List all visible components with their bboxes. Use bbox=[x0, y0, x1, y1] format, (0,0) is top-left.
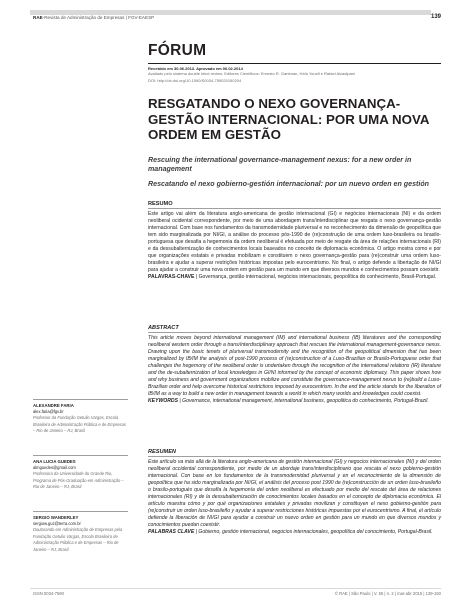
abstract-section bbox=[148, 324, 441, 405]
received-date: Recebido em 30.06.2013. Aprovado em 06.02.2014 bbox=[148, 66, 243, 71]
abstract-rule bbox=[148, 332, 441, 333]
section-title: FÓRUM bbox=[148, 42, 207, 59]
author-rule bbox=[33, 511, 128, 512]
abstract-keywords-label: KEYWORDS bbox=[148, 398, 178, 405]
author-name: SERGIO WANDERLEY bbox=[33, 515, 79, 520]
author-rule bbox=[33, 455, 128, 456]
journal-header bbox=[33, 15, 154, 20]
article-title-english: Rescuing the international governance-management nexus: for a new order in management bbox=[148, 156, 412, 174]
resumen-section bbox=[148, 448, 441, 537]
footer-rule bbox=[30, 588, 441, 589]
citation: © RAE | São Paulo | V. 55 | n. 2 | mar-abr 2015 | 139-150 bbox=[334, 591, 441, 596]
resumo-heading: RESUMO bbox=[148, 201, 173, 207]
article-title-spanish: Rescatando el nexo gobierno-gestión internacional: por un nuevo orden en gestión bbox=[148, 180, 430, 188]
section-rule bbox=[148, 63, 441, 64]
author-affiliation: Doutorando em Administração de Empresas pela Fundação Getulio Vargas, Escola Brasileira de Administração Pública e de Empresas – Rio de Janeiro – RJ, Brasil bbox=[33, 527, 123, 552]
author-name: ALEXANDRE FARIA bbox=[33, 403, 74, 408]
review-info: Avaliado pelo sistema double blind review. Editores Científicos: Ernesto R. Gantman, Hélá Yousfi e Rafael Alcadipani bbox=[148, 71, 355, 76]
resumo-text: Este artigo vai além da literatura anglo-americana de gestão internacional (GI) e negócios internacionais (NI) e da ordem neoliberal ocidental correspondente, por meio de uma abordagem trans/interdisciplinar que resgata o nexo governança-gestão internacional. Com base nos fundamentos da transmodernidade pluriversal e no reconhecimento da dimensão de geopolítica que tem sido marginalizada por NI/GI, a análise do processo pós-1990 de (re)construção de uma ordem luso-brasileira ou brasilo-portuguesa que desafia a hegemonia da ordem neoliberal é efetuada por meio de resgate da área de relações internacionais (RI) e da dessubalternização de conhecimentos locais baseados no conceito de diplomacia econômica. O artigo mostra como e por que organizações estatais e privadas mobilizam e constituem o nexo governança-gestão para (re)construir uma ordem luso-brasileira e ajudar a superar restrições históricas impostas pelo eurocentrismo. No final, o artigo defende a libertação de NI/GI para ajudar a construir uma nova ordem em gestão para um mundo em que diversos mundos e conhecimentos possam coexistir. bbox=[148, 211, 441, 274]
resumen-rule bbox=[148, 456, 441, 457]
author-affiliation: Professor da Fundação Getulio Vargas, Escola Brasileira de Administração Pública e de Empresas – Rio de Janeiro – RJ, Brasil bbox=[33, 415, 126, 433]
resumo-keywords bbox=[148, 274, 441, 281]
abstract-text: This article moves beyond international management (IM) and international business (IB) literatures and the corresponding neoliberal western order through a trans/interdisciplinary approach that rescues the international management-governance nexus. Drawing upon the basic tenets of pluriversal transmodernity and the recognition of the geopolitical dimension that has been marginalized by IB/IM the analysis of post-1990 process of (re)construction of a Luso-Brazilian or Brasilo-Portuguese order that challenges the hegemony of the neoliberal order is undertaken through the recognition of the international relations (IR) literature and the de-subalternization of local knowledges in GI/NI informed by the concept of economic diplomacy. This paper shows how and why business and government organizations mobilize and constitute the governance-management nexus to (re)build a Luso-Brazilian order and help overcome historical restrictions imposed by eurocentrism. In the end the article stands for the liberation of IB/IM as a way to build a new order in management towards a world in which many worlds and knowledges could coexist. bbox=[148, 335, 441, 398]
issn: ISSN 0034-7590 bbox=[33, 591, 64, 596]
resumo-keywords-label: PALAVRAS-CHAVE bbox=[148, 274, 195, 281]
author-affiliation: Professora da Universidade do Grande Rio, Programa de Pós-Graduação em Administração – Rio de Janeiro – RJ, Brasil bbox=[33, 471, 124, 489]
article-title: RESGATANDO O NEXO GOVERNANÇA-GESTÃO INTERNACIONAL: POR UMA NOVA ORDEM EM GESTÃO bbox=[148, 96, 429, 143]
author-block bbox=[33, 511, 128, 553]
resumo-section bbox=[148, 200, 441, 281]
abstract-keywords-list: | Governance, international management, international business, geopolitica do conhecimento, Portugal-Brazil. bbox=[178, 398, 429, 405]
author-name: ANA LUCIA GUEDES bbox=[33, 459, 76, 464]
resumen-keywords-label: PALABRAS CLAVE bbox=[148, 529, 195, 536]
doi: DOI: http://dx.doi.org/10.1590/S0034-759020150204 bbox=[148, 78, 242, 83]
abstract-keywords bbox=[148, 398, 441, 405]
abstract-heading: ABSTRACT bbox=[148, 325, 179, 331]
resumen-keywords bbox=[148, 529, 441, 536]
author-rule bbox=[33, 399, 128, 400]
author-block bbox=[33, 399, 128, 435]
author-email: almguedes@gmail.com bbox=[33, 465, 76, 470]
page-number: 139 bbox=[430, 14, 441, 20]
author-email: alex.faria@fgv.br bbox=[33, 409, 64, 414]
resumen-text: Este artículo va más allá de la literatura anglo-americana de gestión internacional (GI) y negocios internacionales (NI) y del orden neoliberal occidental correspondiente, por medio de un abordaje trans/interdisciplinario que rescata el nexo gobierno-gestión internacional. Con base en los fundamentos de la transmodernidad pluriversal y en el reconocimiento de la dimensión de geopolítica que ha sido marginalizada por NI/GI, el análisis del proceso post 1990 de (re)construcción de un orden luso-brasileño o brasilo-portugués que desafía la hegemonía del orden neoliberal es efectuado por medio del rescate del área de relaciones internacionales (RI) y de la dessubalternización de conocimientos locales basados en el concepto de diplomacia económica. El artículo muestra cómo y por qué organizaciones estatales y privadas movilizan y constituyen el nexo gobierno-gestión para (re)construir un orden luso-brasileño y ayudar a superar restricciones históricas impuestas por el eurocentrismo. A final, el artículo defiende la liberación de NI/GI para ayudar a construir un nuevo orden en gestión para un mundo en que diversos mundos y conocimientos puedan coexistir. bbox=[148, 459, 441, 529]
resumo-rule bbox=[148, 208, 441, 209]
author-block bbox=[33, 455, 128, 491]
resumen-keywords-list: | Gobierno, gestión internacional, negocios internacionales, geopolítica del conocimiento, Portugal-Brasil. bbox=[194, 529, 433, 536]
author-email: sergiow.guz@terra.com.br bbox=[33, 521, 81, 526]
resumo-keywords-list: | Governança, gestão internacional, negócios internacionais, geopolítica do conhecimento, Brasil-Portugal. bbox=[194, 274, 437, 281]
resumen-heading: RESUMEN bbox=[148, 449, 176, 455]
journal-name: -Revista de Administração de Empresas | FGV-EAESP bbox=[42, 15, 155, 20]
journal-abbr: RAE bbox=[33, 15, 43, 20]
